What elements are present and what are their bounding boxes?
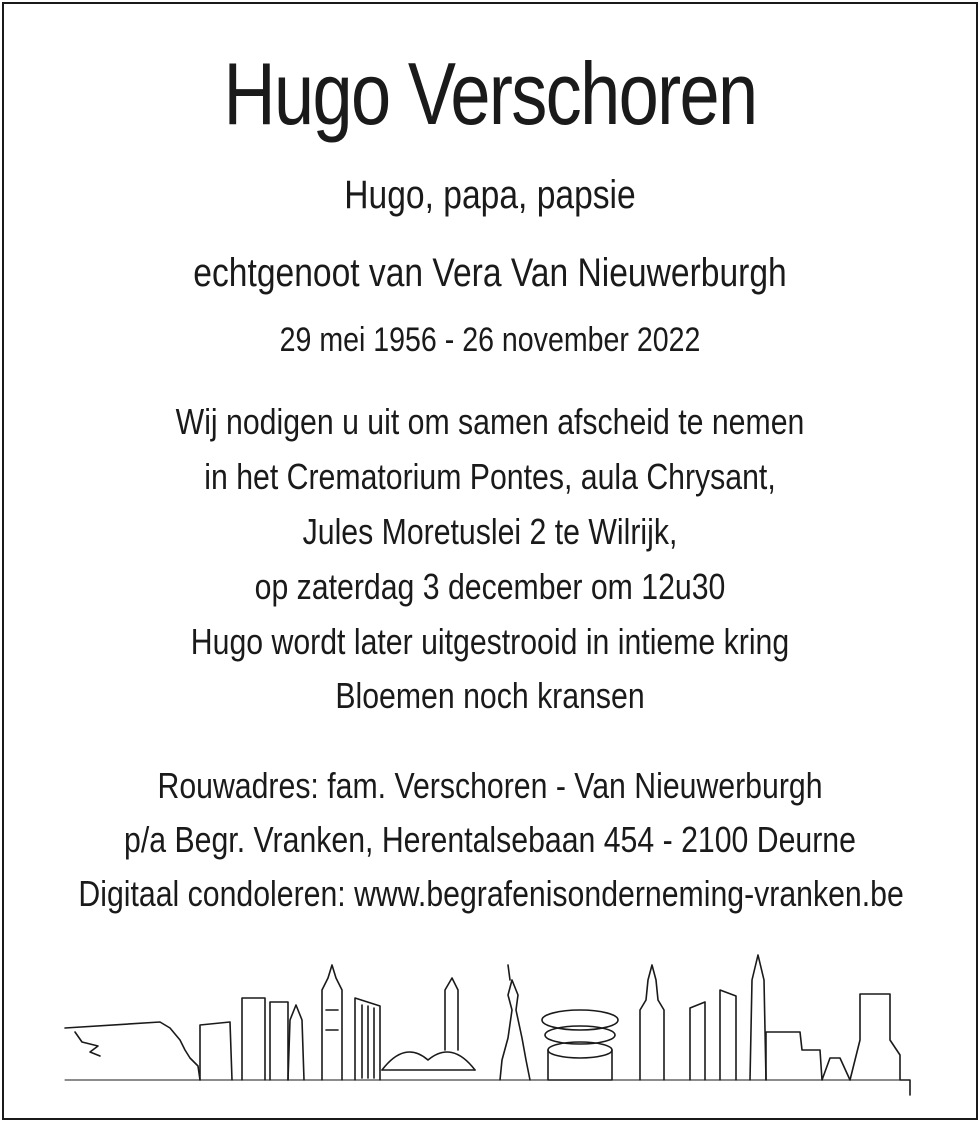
skyline-church-tower: [445, 978, 458, 1050]
nickname-line: Hugo, papa, papsie: [344, 173, 636, 217]
skyline-tall-spire: [750, 955, 766, 1080]
invitation-line: op zaterdag 3 december om 12u30: [254, 566, 726, 607]
skyline-tower: [720, 990, 736, 1080]
skyline-tower-spire: [288, 1005, 304, 1080]
skyline-statue-torch: [508, 965, 510, 980]
invitation-line: Jules Moretuslei 2 te Wilrijk,: [302, 511, 678, 552]
life-dates: 29 mei 1956 - 26 november 2022: [279, 321, 701, 359]
invitation-line: Bloemen noch kransen: [335, 675, 645, 716]
city-skyline-illustration: [60, 950, 930, 1100]
invitation-line: Hugo wordt later uitgestrooid in intieme kring: [190, 621, 790, 662]
skyline-skyscraper: [640, 965, 664, 1080]
skyline-building: [766, 1032, 822, 1080]
skyline-tower: [270, 1002, 288, 1080]
skyline-bridge: [382, 1052, 475, 1070]
invitation-line: in het Crematorium Pontes, aula Chrysant,: [204, 456, 776, 497]
invitation-line: Wij nodigen u uit om samen afscheid te nemen: [175, 401, 805, 442]
mourning-address: Rouwadres: fam. Verschoren - Van Nieuwerburgh: [157, 765, 823, 806]
skyline-museum-base: [548, 1050, 612, 1080]
skyline-building: [822, 1058, 850, 1080]
spouse-line: echtgenoot van Vera Van Nieuwerburgh: [193, 251, 787, 295]
skyline-statue: [500, 980, 530, 1080]
care-of-address: p/a Begr. Vranken, Herentalsebaan 454 - 2100 Deurne: [124, 819, 856, 860]
deceased-name: Hugo Verschoren: [223, 44, 757, 143]
skyline-spire: [322, 965, 342, 1080]
skyline-pier: [65, 1022, 200, 1080]
skyline-tower: [242, 998, 265, 1080]
skyline-pier-hook: [75, 1032, 100, 1056]
skyline-tower: [690, 1002, 705, 1080]
skyline-museum-ring: [542, 1010, 618, 1030]
skyline-building: [200, 1022, 232, 1080]
online-condolences: Digitaal condoleren: www.begrafenisonderneming-vranken.be: [78, 873, 904, 914]
